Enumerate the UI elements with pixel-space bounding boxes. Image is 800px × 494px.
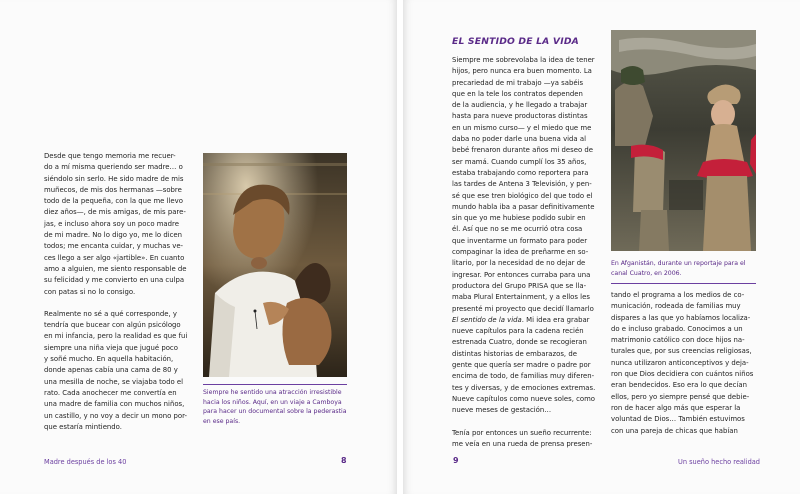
right-page (403, 0, 800, 494)
left-paragraph-1: Desde que tengo memoria me recuer- do a mí misma queriendo ser madre… o siéndolo sin serlo. He sido madre de mis muñecos, de mis dos hermanas —sobre todo de la pequeña, con la que me llevo diez años—, de mis amigas, de mis pare- jas, e incluso ahora soy un poco madre de mi madre. No lo digo yo, me lo dicen todos; me encanta cuidar, y muchas ve- ces llego a ser algo «jartible». En cuanto amo a alguien, me siento responsable de su felicidad y me convierto en una culpa con patas si no lo consigo. (44, 152, 187, 296)
right-column-2-text: tando el programa a los medios de co- municación, rodeada de familias muy dispares a las que yo habíamos localiza- do e incluso grabado. Conocimos a un matrimonio católico con doce hijos na- turales que, por sus creencias religiosas, nunca utilizaron anticonceptivos y deja- ron que Dios decidiera con cuántos niños eran bendecidos. Eso era lo que decían ellos, pero yo siempre pensé que debie- ron de hacer algo más que esperar la voluntad de Dios… También estuvimos con una pareja de chicas que habían (611, 291, 754, 435)
right-page-number: 9 (453, 456, 459, 465)
right-paragraph-1-tail: . Mi idea era grabar nueve capítulos para la cadena recién estrenada Cuatro, donde se recogieran distintas historias de embarazos, de gente que quería ser madre o padre por encima de todo, de familias muy diferen- tes y diversas, y de emociones extremas. Nueve capítulos como nueve soles, como nueve meses de gestación… (452, 315, 596, 415)
left-page (0, 0, 397, 494)
left-footer-title: Madre después de los 40 (44, 458, 127, 466)
right-paragraph-1-continued (452, 315, 604, 417)
section-title: EL SENTIDO DE LA VIDA (452, 36, 579, 47)
left-body-text (44, 151, 196, 444)
right-column-2 (611, 290, 763, 448)
program-title: El sentido de la vida (452, 315, 522, 324)
right-footer-title: Un sueño hecho realidad (678, 458, 760, 466)
right-paragraph-2: Tenía por entonces un sueño recurrente: me veía en una rueda de prensa presen- (452, 428, 593, 448)
left-paragraph-2: Realmente no sé a qué corresponde, y tendría que bucear con algún psicólogo en mi infancia, pero la realidad es que fui siempre una niña vieja que jugué poco y soñé mucho. En aquella habitación, donde apenas cabía una cama de 80 y una mesilla de noche, se viajaba todo el rato. Cada anochecer me convertía en una madre de familia con muchos niños, un castillo, y no voy a decir un mono por- que estaría mintiendo. (44, 309, 188, 431)
right-caption-rule (611, 283, 756, 284)
cambodia-photo (203, 153, 347, 377)
left-photo-caption: Siempre he sentido una atracción irresistible hacia los niños. Aquí, en un viaje a Camboya para hacer un documental sobre la pederastia en ese país. (203, 389, 347, 425)
left-caption-rule (203, 384, 347, 385)
right-column-1 (452, 55, 604, 461)
right-paragraph-1: Siempre me sobrevolaba la idea de tener hijos, pero nunca era buen momento. La precariedad de mi trabajo —ya sabéis que en la tele los contratos dependen de la audiencia, y he llegado a trabajar hasta para nueve productoras distintas en un mismo curso— y el miedo que me daba no poder darle una buena vida al bebé frenaron durante años mi deseo de ser mamá. Cuando cumplí los 35 años, estaba trabajando como reportera para las tardes de Antena 3 Televisión, y pen- sé que ese tren biológico del que todo el mundo habla iba a pasar definitivamente sin que yo me hubiese podido subir en él. Así que no se me ocurrió otra cosa que inventarme un formato para poder compaginar la idea de preñarme en so- litario, por la necesidad de no dejar de ingresar. Por entonces curraba para una productora del Grupo PRISA que se lla- maba Plural Entertainment, y a ellos les presenté mi proyecto que decidí llamarlo (452, 56, 595, 313)
right-photo-caption: En Afganistán, durante un reportaje para el canal Cuatro, en 2006. (611, 260, 746, 277)
afghanistan-photo (611, 30, 756, 251)
left-page-number: 8 (341, 456, 347, 465)
